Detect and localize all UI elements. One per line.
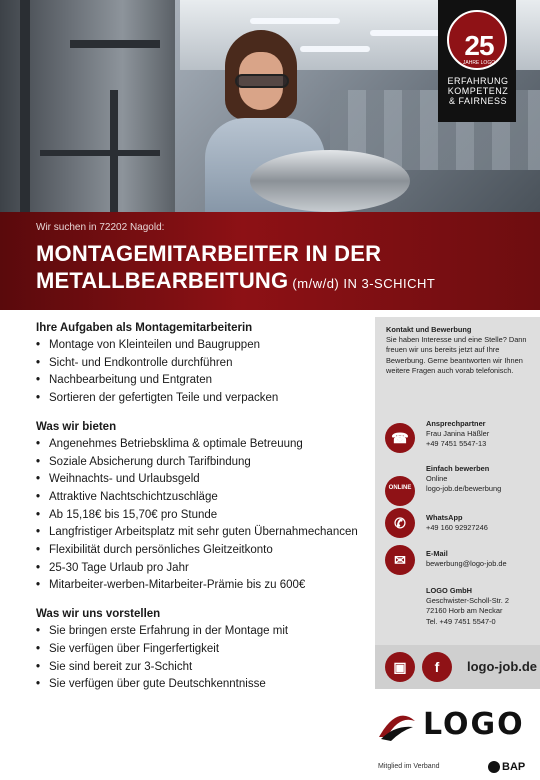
company-address [426,586,538,627]
badge-words [444,76,512,106]
member-text: Mitglied im Verband [378,763,440,770]
list-item: • Ab 15,18€ bis 15,70€ pro Stunde [36,507,366,525]
badge-word: ERFAHRUNG [447,76,509,86]
email-address[interactable]: bewerbung@logo-job.de [426,559,507,569]
list-item: • Weihnachts- und Urlaubsgeld [36,471,366,489]
section-heading-tasks: Ihre Aufgaben als Montagemitarbeiterin [36,322,253,334]
list-item: • 25-30 Tage Urlaub pro Jahr [36,560,366,578]
list-item: • Soziale Absicherung durch Tarifbindung [36,454,366,472]
online-sub: Online [426,474,448,484]
online-apply-icon[interactable]: ONLINE [385,476,415,506]
phone-icon[interactable]: ☎ [385,423,415,453]
website-link[interactable]: logo-job.de [467,659,538,674]
list-item: • Montage von Kleinteilen und Baugruppen [36,337,366,355]
contact-person [426,419,538,450]
list-item: • Sortieren der gefertigten Teile und verpacken [36,390,366,408]
company-street: Geschwister-Scholl-Str. 2 [426,596,509,606]
profile-list [36,623,366,694]
badge-number: 25 [464,30,494,61]
facebook-icon[interactable]: f [422,652,452,682]
whatsapp-label: WhatsApp [426,513,463,522]
offer-list [36,436,366,595]
list-item: • Sicht- und Endkontrolle durchführen [36,355,366,373]
online-url[interactable]: logo-job.de/bewerbung [426,484,502,494]
job-title-line1: MONTAGEMITARBEITER IN DER [36,241,382,266]
section-heading-profile: Was wir uns vorstellen [36,608,161,621]
company-logo [375,705,540,755]
list-item: • Sie verfügen über gute Deutschkenntnisse [36,676,366,694]
logo-mark-icon [377,711,417,743]
contact-heading: Kontakt und Bewerbung [386,325,472,334]
list-item: • Mitarbeiter-werben-Mitarbeiter-Prämie bis zu 600€ [36,577,366,595]
list-item: • Angenehmes Betriebsklima & optimale Betreuung [36,436,366,454]
hero-machine [0,0,175,212]
company-city: 72160 Horb am Neckar [426,606,503,616]
footer [378,760,540,776]
contact-intro-text: Sie haben Interesse und eine Stelle? Dann freuen wir uns bereits jetzt auf Ihre Bewerbung. Gerne beantworten wir Ihnen weitere Fragen auch vorab telefonisch. [386,335,527,375]
badge-word: KOMPETENZ [447,86,509,96]
list-item: • Langfristiger Arbeitsplatz mit sehr guten Übernahmechancen [36,524,366,542]
email-icon[interactable]: ✉ [385,545,415,575]
company-name: LOGO GmbH [426,586,472,595]
job-title-suffix: (m/w/d) IN 3-SCHICHT [288,276,436,291]
ceiling-light [250,18,340,24]
list-item: • Sie verfügen über Fingerfertigkeit [36,641,366,659]
list-item: • Sie sind bereit zur 3-Schicht [36,659,366,677]
email-label: E-Mail [426,549,448,558]
list-item: • Sie bringen erste Erfahrung in der Montage mit [36,623,366,641]
job-details [36,322,366,707]
list-item: • Attraktive Nachtschichtzuschläge [36,489,366,507]
anniversary-badge [438,0,516,122]
online-apply [426,464,538,495]
contact-intro [386,325,536,376]
bap-logo-icon [488,761,500,773]
online-label: Einfach bewerben [426,464,490,473]
job-title [36,240,435,297]
badge-circle [447,10,507,70]
safety-goggles-icon [235,74,289,88]
person-phone[interactable]: +49 7451 5547-13 [426,439,487,449]
person-label: Ansprechpartner [426,419,486,428]
bap-text: BAP [502,761,526,773]
logo-text: LOGO [423,707,525,742]
badge-subtitle: JAHRE LOGO [462,60,496,66]
company-phone[interactable]: Tel. +49 7451 5547-0 [426,616,496,626]
tasks-list [36,337,366,408]
person-name: Frau Janina Häßler [426,429,490,439]
whatsapp-number[interactable]: +49 160 92927246 [426,523,488,533]
social-bar [375,645,540,689]
list-item: • Nachbearbeitung und Entgraten [36,372,366,390]
job-title-line2: METALLBEARBEITUNG [36,268,289,293]
location-preline: Wir suchen in 72202 Nagold: [36,222,165,233]
instagram-icon[interactable]: ▣ [385,652,415,682]
badge-word: & FAIRNESS [448,96,507,106]
contact-panel [375,317,540,689]
metal-part [250,150,410,212]
whatsapp-contact [426,513,538,533]
email-contact [426,549,538,569]
section-heading-offer: Was wir bieten [36,420,117,433]
whatsapp-icon[interactable]: ✆ [385,508,415,538]
list-item: • Flexibilität durch persönliches Gleitzeitkonto [36,542,366,560]
title-band [0,212,540,310]
